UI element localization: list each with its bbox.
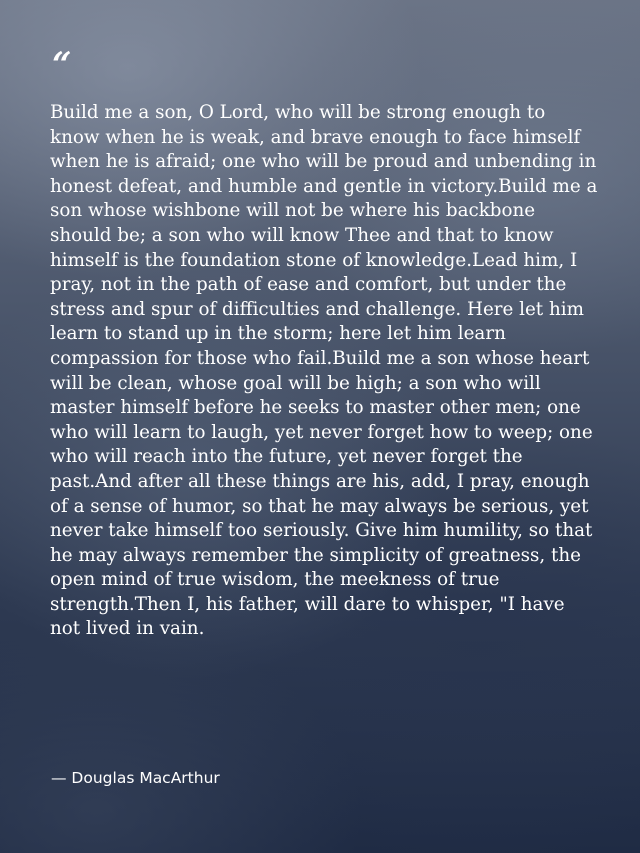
quotation-mark-icon: “ — [52, 45, 72, 85]
quote-author: — Douglas MacArthur — [51, 769, 220, 787]
quote-text: Build me a son, O Lord, who will be strong enough to know when he is weak, and brave enough to face himself when he is afraid; one who will be proud and unbending in honest defeat, and humble and gentle in victory.Build me a son whose wishbone will not be where his backbone should be; a son who will know Thee and that to know himself is the foundation stone of knowledge.Lead him, I pray, not in the path of ease and comfort, but under the stress and spur of difficulties and challenge. Here let him learn to stand up in the storm; here let him learn compassion for those who fail.Build me a son whose heart will be clean, whose goal will be high; a son who will master himself before he seeks to master other men; one who will learn to laugh, yet never forget how to weep; one who will reach into the future, yet never forget the past.And after all these things are his, add, I pray, enough of a sense of humor, so that he may always be serious, yet never take himself too seriously. Give him humility, so that he may always remember the simplicity of greatness, the open mind of true wisdom, the meekness of true strength.Then I, his father, will dare to whisper, "I have not lived in vain. — [50, 102, 598, 640]
